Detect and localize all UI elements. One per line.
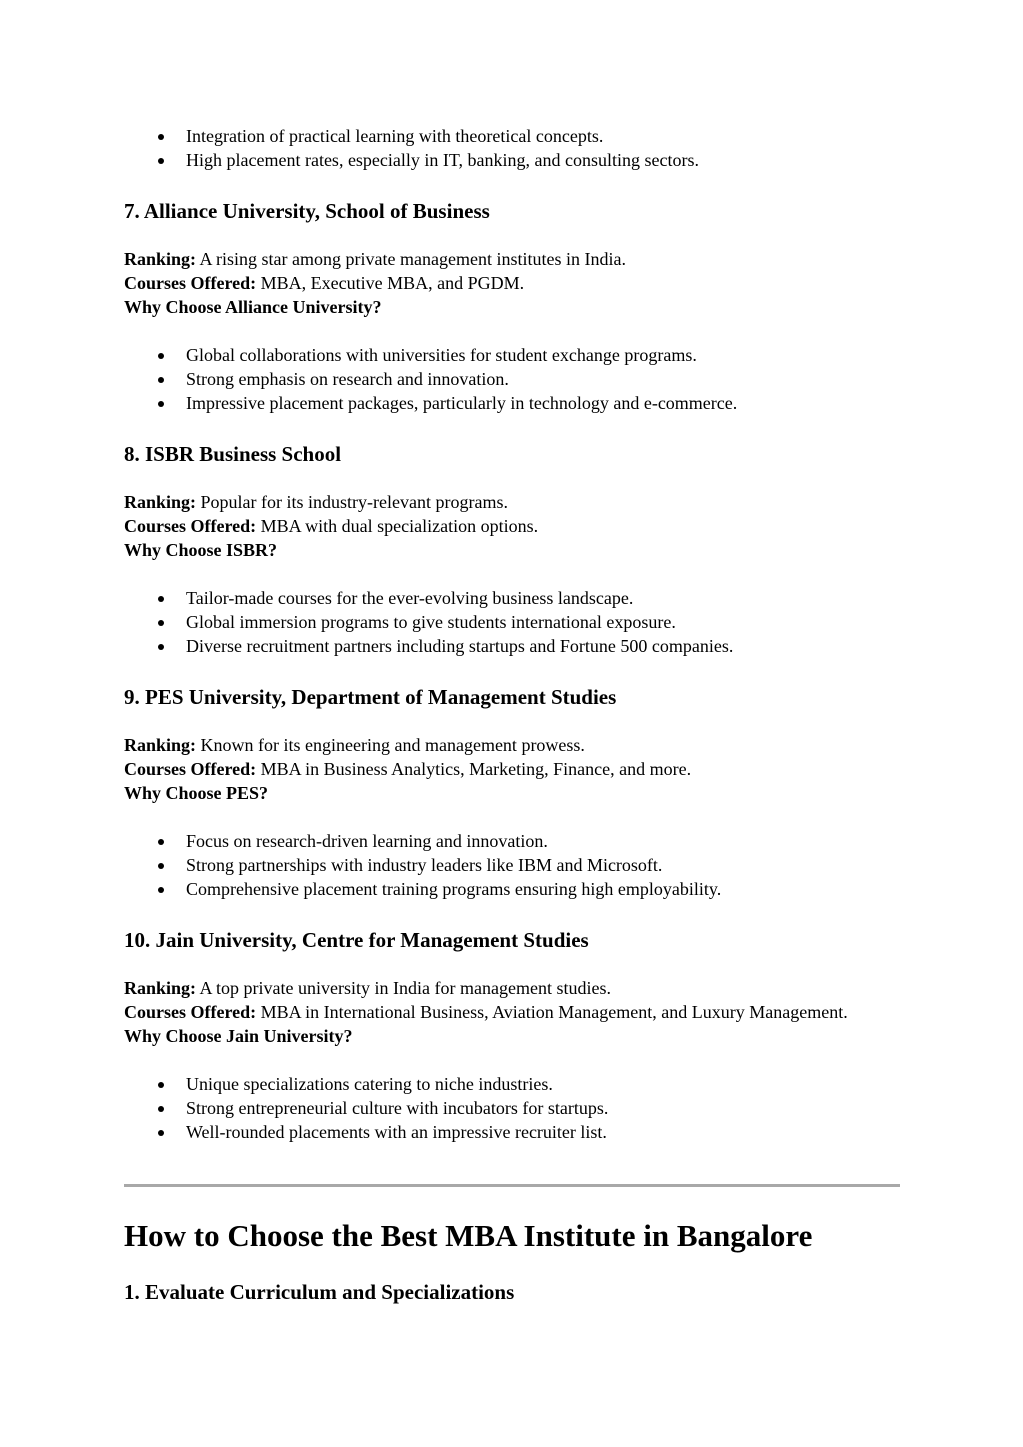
ranking-label: Ranking: [124, 978, 197, 998]
courses-text: MBA with dual specialization options. [256, 516, 539, 536]
section-heading: 10. Jain University, Centre for Management Studies [124, 928, 589, 952]
courses-text: MBA in Business Analytics, Marketing, Finance, and more. [256, 759, 692, 779]
reasons-list [124, 586, 900, 658]
section-heading: 8. ISBR Business School [124, 442, 342, 466]
ranking-label: Ranking: [124, 249, 197, 269]
ranking-line [124, 247, 900, 271]
why-choose-label: Why Choose ISBR? [124, 540, 278, 560]
why-choose-label: Why Choose Jain University? [124, 1026, 353, 1046]
list-item: Tailor-made courses for the ever-evolving business landscape. [124, 586, 900, 610]
section-heading: 9. PES University, Department of Management Studies [124, 685, 617, 709]
courses-label: Courses Offered: [124, 759, 257, 779]
ranking-line [124, 976, 900, 1000]
sub-heading: 1. Evaluate Curriculum and Specializations [124, 1280, 515, 1304]
section-pes-university [124, 684, 900, 927]
ranking-line [124, 490, 900, 514]
list-item: High placement rates, especially in IT, banking, and consulting sectors. [124, 148, 900, 172]
courses-text: MBA in International Business, Aviation Management, and Luxury Management. [256, 1002, 848, 1022]
why-choose-line [124, 295, 900, 319]
courses-line [124, 757, 900, 781]
why-choose-line [124, 1024, 900, 1048]
ranking-label: Ranking: [124, 492, 197, 512]
why-choose-line [124, 538, 900, 562]
list-item: Integration of practical learning with theoretical concepts. [124, 124, 900, 148]
section-isbr-business-school [124, 441, 900, 684]
why-choose-label: Why Choose PES? [124, 783, 269, 803]
courses-line [124, 1000, 854, 1024]
top-bullet-list [124, 124, 900, 172]
list-item: Comprehensive placement training programs ensuring high employability. [124, 877, 900, 901]
list-item: Strong partnerships with industry leaders like IBM and Microsoft. [124, 853, 900, 877]
reasons-list [124, 829, 900, 901]
list-item: Diverse recruitment partners including startups and Fortune 500 companies. [124, 634, 900, 658]
list-item: Impressive placement packages, particularly in technology and e-commerce. [124, 391, 900, 415]
courses-line [124, 271, 900, 295]
ranking-label: Ranking: [124, 735, 197, 755]
ranking-text: Popular for its industry-relevant programs. [196, 492, 508, 512]
list-item: Focus on research-driven learning and innovation. [124, 829, 900, 853]
section-alliance-university [124, 198, 900, 441]
ranking-line [124, 733, 900, 757]
list-item: Unique specializations catering to niche industries. [124, 1072, 900, 1096]
courses-label: Courses Offered: [124, 1002, 257, 1022]
document-page [124, 124, 900, 1305]
list-item: Strong emphasis on research and innovation. [124, 367, 900, 391]
ranking-text: Known for its engineering and management prowess. [196, 735, 585, 755]
why-choose-line [124, 781, 900, 805]
ranking-text: A top private university in India for management studies. [196, 978, 611, 998]
reasons-list [124, 1072, 900, 1144]
section-jain-university [124, 927, 900, 1144]
reasons-list [124, 343, 900, 415]
list-item: Global collaborations with universities for student exchange programs. [124, 343, 900, 367]
list-item: Global immersion programs to give students international exposure. [124, 610, 900, 634]
section-heading: 7. Alliance University, School of Business [124, 199, 490, 223]
why-choose-label: Why Choose Alliance University? [124, 297, 382, 317]
list-item: Well-rounded placements with an impressive recruiter list. [124, 1120, 900, 1144]
main-heading: How to Choose the Best MBA Institute in Bangalore [124, 1218, 813, 1253]
ranking-text: A rising star among private management institutes in India. [196, 249, 626, 269]
list-item: Strong entrepreneurial culture with incubators for startups. [124, 1096, 900, 1120]
courses-text: MBA, Executive MBA, and PGDM. [256, 273, 525, 293]
courses-line [124, 514, 900, 538]
courses-label: Courses Offered: [124, 516, 257, 536]
courses-label: Courses Offered: [124, 273, 257, 293]
